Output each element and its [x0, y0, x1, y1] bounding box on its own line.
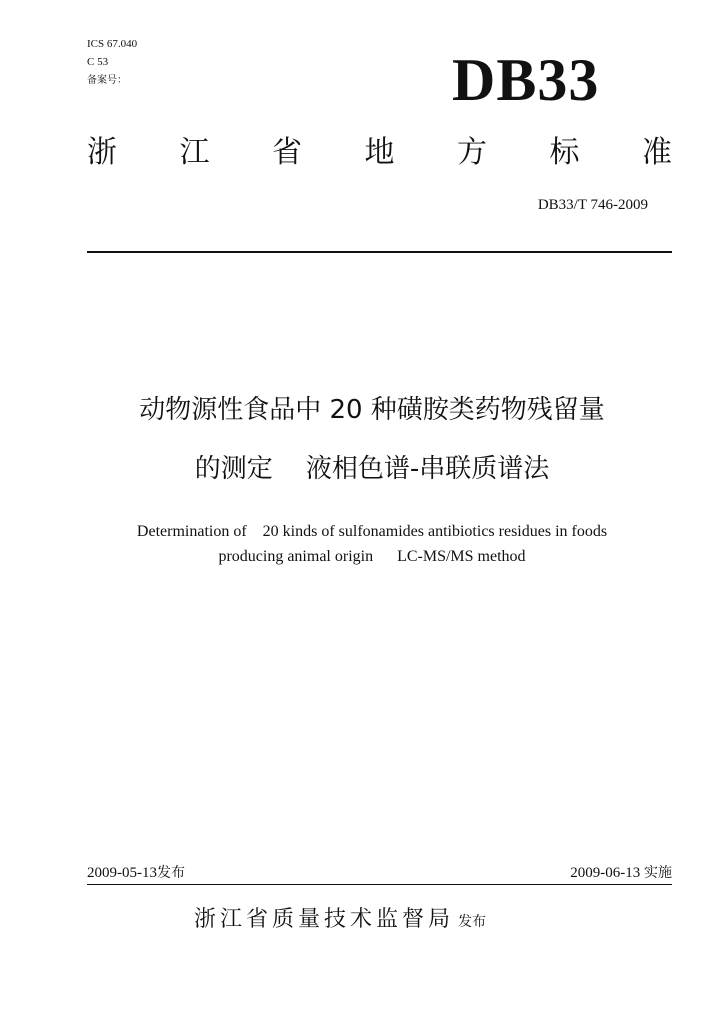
implementation-date — [570, 864, 672, 882]
standard-type-char: 江 — [179, 135, 210, 170]
standard-type-char: 浙 — [87, 135, 117, 170]
chinese-title-line-2: 的测定 液相色谱-串联质谱法 — [194, 454, 550, 484]
issue-date-label: 发布 — [157, 865, 185, 881]
publisher-action: 发布 — [458, 914, 487, 930]
ics-code: ICS 67.040 — [87, 38, 138, 50]
standard-type-heading — [87, 132, 672, 174]
english-title-line-1: Determination of 20 kinds of sulfonamides antibiotics residues in foods — [136, 523, 608, 540]
ccs-code: C 53 — [87, 56, 109, 68]
standard-number: DB33/T 746-2009 — [537, 197, 648, 213]
header-divider — [87, 251, 672, 253]
chinese-title-line-1: 动物源性食品中 20 种磺胺类药物残留量 — [139, 395, 605, 425]
standard-type-char: 省 — [272, 135, 302, 170]
footer-divider — [87, 884, 672, 885]
implementation-date-value: 2009-06-13 — [570, 865, 641, 881]
english-title-line-2: producing animal origin LC-MS/MS method — [218, 548, 526, 565]
standard-type-char: 方 — [457, 135, 487, 170]
implementation-date-label: 实施 — [644, 865, 672, 881]
standard-mark: DB33 — [452, 47, 600, 113]
issue-date — [87, 864, 185, 882]
publisher-name: 浙江省质量技术监督局 — [194, 907, 455, 932]
issue-date-value: 2009-05-13 — [87, 865, 157, 881]
publisher-line — [194, 904, 486, 938]
standard-type-char: 地 — [364, 135, 395, 170]
standard-type-char: 准 — [642, 135, 672, 170]
record-number-label: 备案号： — [87, 75, 127, 86]
standard-type-char: 标 — [549, 135, 580, 170]
